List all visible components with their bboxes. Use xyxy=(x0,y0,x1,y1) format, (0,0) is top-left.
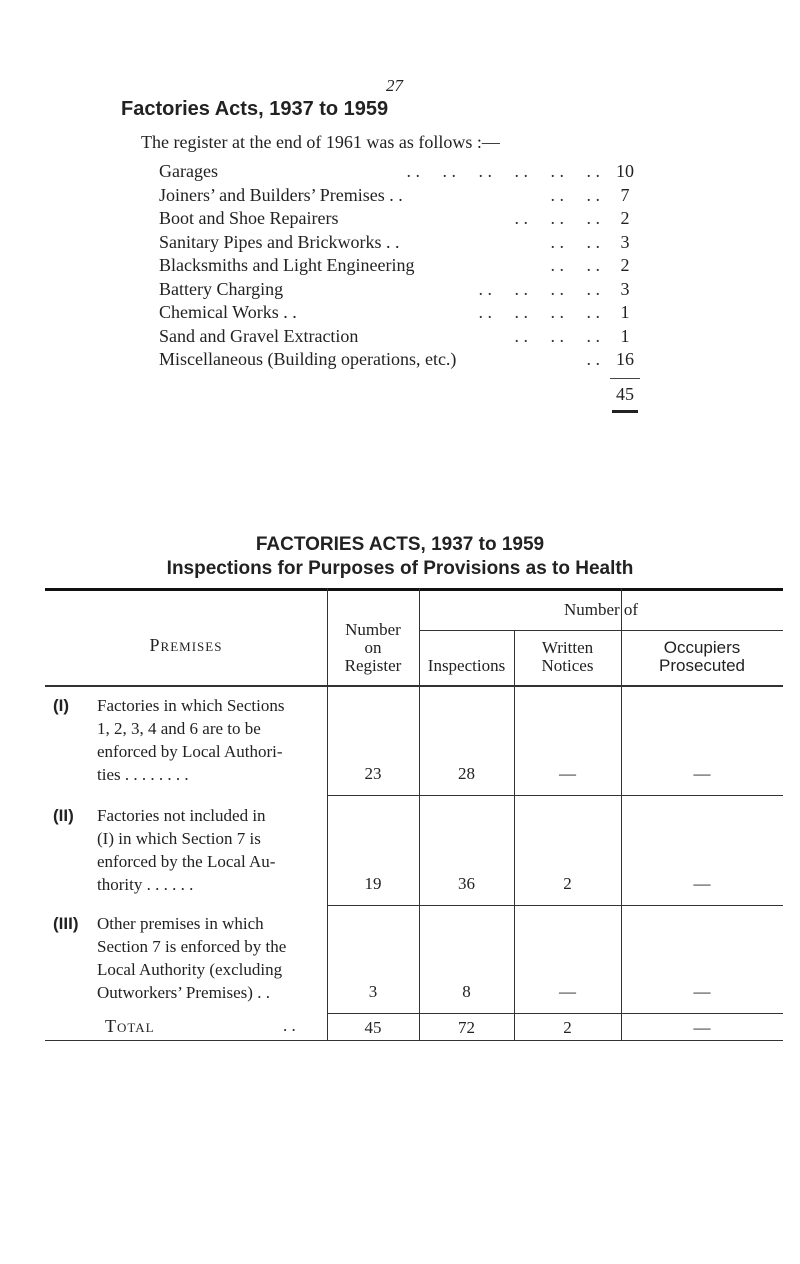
register-item-count: 2 xyxy=(620,255,630,275)
row-3-line-1: Other premises in which xyxy=(97,914,264,933)
header-occupiers-line-2: Prosecuted xyxy=(659,656,745,675)
header-occupiers-line-1: Occupiers xyxy=(663,638,741,657)
col-divider-inspections xyxy=(514,630,515,1040)
register-total-rule xyxy=(610,378,640,379)
header-bottom-rule xyxy=(45,685,783,687)
row-1-occupiers: — xyxy=(693,764,711,783)
register-item xyxy=(159,207,640,231)
header-written-line-1: Written xyxy=(541,638,594,657)
table-heading-subtitle: Inspections for Purposes of Provisions as to Health xyxy=(166,558,634,579)
register-item-label: Blacksmiths and Light Engineering xyxy=(159,255,415,275)
row-1-inspections: 28 xyxy=(458,764,475,783)
header-number-of: Number of xyxy=(563,600,639,619)
intro-text: The register at the end of 1961 was as follows :— xyxy=(141,132,500,152)
header-premises: Premises xyxy=(149,635,223,655)
total-written: 2 xyxy=(563,1018,572,1037)
row-2-line-2: (I) in which Section 7 is xyxy=(97,829,261,848)
row-3-bottom-rule xyxy=(327,1013,783,1014)
register-item-leader-dots: . . . . . . . . xyxy=(478,302,600,322)
act-title: Factories Acts, 1937 to 1959 xyxy=(121,98,389,120)
total-inspections: 72 xyxy=(458,1018,475,1037)
register-item xyxy=(159,231,640,255)
row-3-register: 3 xyxy=(368,982,378,1001)
row-2-register: 19 xyxy=(364,874,382,893)
register-item xyxy=(159,301,640,325)
register-item-count: 2 xyxy=(620,208,630,228)
row-1-bottom-rule xyxy=(327,795,783,796)
total-label: Total xyxy=(105,1016,155,1036)
table-bottom-rule xyxy=(45,1040,783,1041)
row-1-written: — xyxy=(559,764,576,783)
register-item-label: Chemical Works . . xyxy=(159,302,297,322)
register-item-count: 10 xyxy=(616,161,634,181)
table-top-rule xyxy=(45,588,783,591)
row-2-inspections: 36 xyxy=(458,874,475,893)
register-item-leader-dots: . . . . . . xyxy=(514,325,600,346)
register-item xyxy=(159,278,640,302)
register-item xyxy=(159,348,640,372)
total-register: 45 xyxy=(364,1018,382,1037)
register-item-label: Boot and Shoe Repairers xyxy=(159,208,339,228)
header-register-line-3: Register xyxy=(344,656,402,675)
header-register-line-2: on xyxy=(364,638,382,657)
row-3-line-2: Section 7 is enforced by the xyxy=(97,937,287,956)
row-2-premises xyxy=(97,804,275,896)
register-item-count: 3 xyxy=(620,278,630,299)
row-2-number: (II) xyxy=(53,806,74,825)
header-inspections: Inspections xyxy=(427,656,506,675)
row-3-premises xyxy=(97,912,286,1004)
page-number: 27 xyxy=(386,76,403,95)
register-item-count: 1 xyxy=(620,325,630,346)
register-total: 45 xyxy=(616,384,634,404)
row-2-line-1: Factories not included in xyxy=(97,806,266,825)
row-1-line-2: 1, 2, 3, 4 and 6 are to be xyxy=(97,719,261,738)
register-item-leader-dots: . . xyxy=(586,349,600,369)
register-item xyxy=(159,325,640,349)
row-1-line-4: ties . . . . . . . . xyxy=(97,765,189,784)
register-item-leader-dots: . . . . xyxy=(550,184,600,205)
number-of-underline xyxy=(419,630,783,631)
register-item-leader-dots: . . . . xyxy=(550,255,600,275)
register-total-double-rule xyxy=(612,410,638,413)
register-item-label: Sand and Gravel Extraction xyxy=(159,325,359,346)
register-item-label: Garages xyxy=(159,161,218,181)
row-3-inspections: 8 xyxy=(462,982,471,1001)
row-3-written: — xyxy=(559,982,576,1001)
row-1-register: 23 xyxy=(364,764,382,783)
register-item xyxy=(159,160,640,184)
register-item-leader-dots: . . . . . . . . xyxy=(478,278,600,299)
row-2-occupiers: — xyxy=(693,874,711,893)
register-item-count: 1 xyxy=(620,302,630,322)
header-register-line-1: Number xyxy=(345,620,401,639)
row-3-number: (III) xyxy=(53,914,79,933)
register-item-leader-dots: . . . . xyxy=(550,231,600,252)
row-1-number: (I) xyxy=(53,696,70,715)
register-item-count: 16 xyxy=(616,349,634,369)
register-item-count: 3 xyxy=(620,231,630,252)
register-list xyxy=(159,160,640,372)
register-item-count: 7 xyxy=(620,184,630,205)
row-1-line-1: Factories in which Sections xyxy=(97,696,285,715)
row-2-line-4: thority . . . . . . xyxy=(97,875,194,894)
register-item xyxy=(159,184,640,208)
register-item-label: Joiners’ and Builders’ Premises . . xyxy=(159,184,403,205)
register-item-label: Miscellaneous (Building operations, etc.) xyxy=(159,349,457,369)
row-2-bottom-rule xyxy=(327,905,783,906)
table-heading-title: FACTORIES ACTS, 1937 to 1959 xyxy=(255,534,545,555)
health-inspections-table xyxy=(45,588,783,1043)
register-item-leader-dots: . . . . . . . . . . . . xyxy=(406,161,600,181)
row-3-line-4: Outworkers’ Premises) . . xyxy=(97,983,270,1002)
header-written-line-2: Notices xyxy=(541,656,594,675)
total-dots: . . xyxy=(283,1016,296,1035)
row-3-line-3: Local Authority (excluding xyxy=(97,960,283,979)
row-1-line-3: enforced by Local Authori- xyxy=(97,742,283,761)
total-occupiers: — xyxy=(693,1018,711,1037)
row-1-premises xyxy=(97,694,284,786)
row-2-line-3: enforced by the Local Au- xyxy=(97,852,276,871)
row-2-written: 2 xyxy=(563,874,572,893)
register-item-leader-dots: . . . . . . xyxy=(514,208,600,228)
register-item-label: Sanitary Pipes and Brickworks . . xyxy=(159,231,400,252)
register-item xyxy=(159,254,640,278)
register-item-label: Battery Charging xyxy=(159,278,284,299)
row-3-occupiers: — xyxy=(693,982,711,1001)
